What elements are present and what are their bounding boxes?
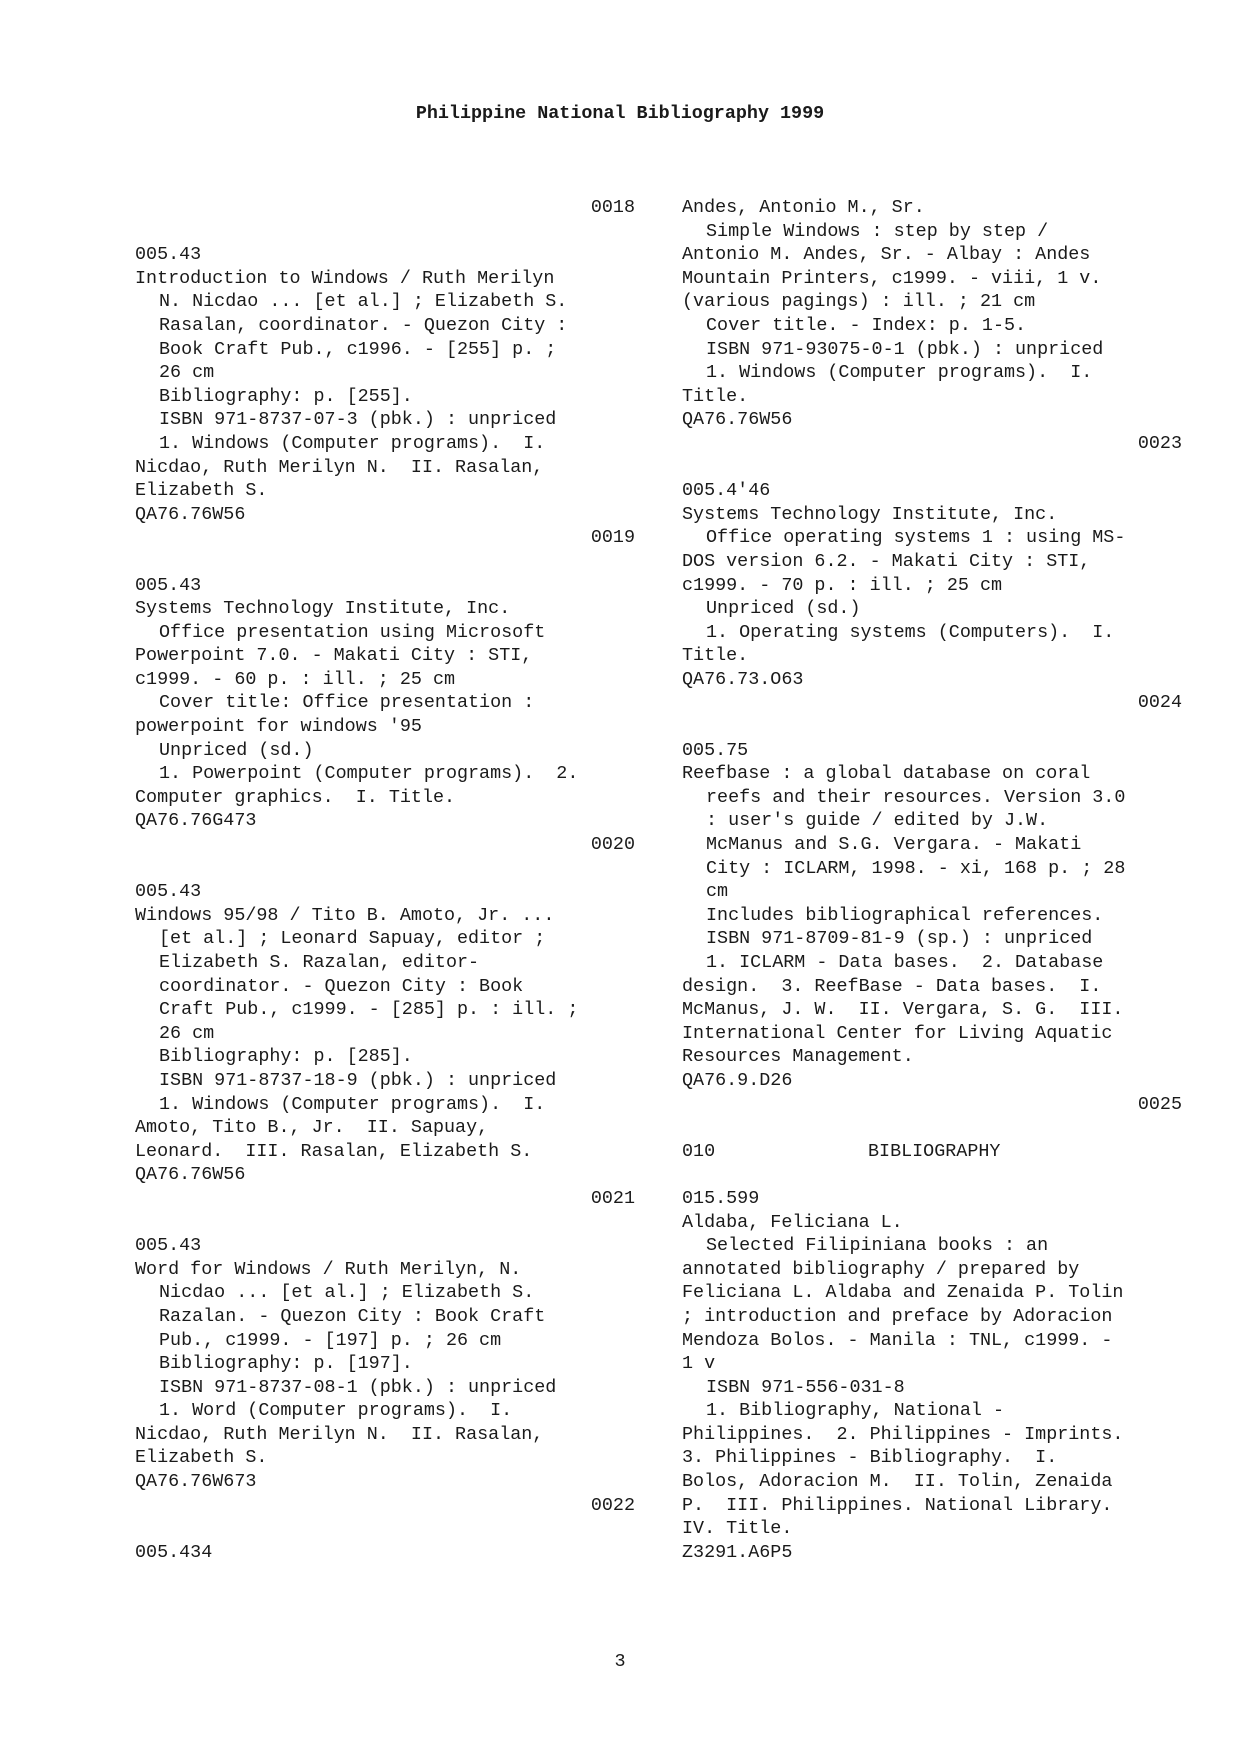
entry-line: 1. Powerpoint (Computer programs). 2. (159, 763, 579, 785)
entry-line: QA76.76W56 (135, 1164, 246, 1186)
entry-line: Elizabeth S. (135, 1447, 268, 1469)
entry-number: 0020 (590, 834, 635, 856)
entry-number: 0025 (1137, 1093, 1182, 1115)
entry-line: Philippines. 2. Philippines - Imprints. (682, 1423, 1124, 1445)
entry-line: IV. Title. (682, 1518, 793, 1540)
spacer (135, 857, 635, 881)
entry-line: QA76.76W56 (682, 409, 793, 431)
entry-line: 005.43 (135, 244, 202, 266)
entry-line: Unpriced (sd.) (159, 739, 314, 761)
entry-line: 1. Operating systems (Computers). I. (706, 621, 1115, 643)
spacer (682, 456, 1182, 480)
entry-line: Amoto, Tito B., Jr. II. Sapuay, (135, 1117, 489, 1139)
entry-line: 26 cm (159, 362, 215, 384)
entry-line: 1. Word (Computer programs). I. (159, 1400, 513, 1422)
entry-line: ISBN 971-8737-07-3 (pbk.) : unpriced (159, 409, 557, 431)
right-column (682, 196, 1182, 1564)
entry-line: ; introduction and preface by Adoracion (682, 1305, 1113, 1327)
entry-line: International Center for Living Aquatic (682, 1022, 1113, 1044)
entry-line: : user's guide / edited by J.W. (706, 810, 1049, 832)
entry-line: 015.599 (682, 1187, 760, 1209)
entry-line: Book Craft Pub., c1996. - [255] p. ; (159, 338, 557, 360)
entry-line: 005.43 (135, 574, 202, 596)
entry-line: 1. Windows (Computer programs). I. (159, 1093, 546, 1115)
section-heading (682, 1140, 1182, 1164)
entry-line: 1 v (682, 1353, 716, 1375)
entry-line: Cover title: Office presentation : (159, 692, 535, 714)
entry-line: 1. Windows (Computer programs). I. (706, 362, 1093, 384)
entry-line: cm (706, 881, 729, 903)
entry-line: DOS version 6.2. - Makati City : STI, (682, 550, 1091, 572)
entry-line: City : ICLARM, 1998. - xi, 168 p. ; 28 (706, 857, 1126, 879)
entry-line: Andes, Antonio M., Sr. (682, 197, 925, 218)
entry-line: 1. Windows (Computer programs). I. (159, 432, 546, 454)
entry-line: 3. Philippines - Bibliography. I. (682, 1447, 1058, 1469)
entry-line: ISBN 971-8737-08-1 (pbk.) : unpriced (159, 1376, 557, 1398)
entry-line: Cover title. - Index: p. 1-5. (706, 314, 1027, 336)
entry-line: reefs and their resources. Version 3.0 (706, 786, 1126, 808)
spacer (682, 1163, 1182, 1187)
entry-line: Nicdao ... [et al.] ; Elizabeth S. (159, 1282, 535, 1304)
entry-line: Antonio M. Andes, Sr. - Albay : Andes (682, 244, 1091, 266)
entry-line: Includes bibliographical references. (706, 904, 1104, 926)
entry-line: Nicdao, Ruth Merilyn N. II. Rasalan, (135, 456, 544, 478)
entry-line: QA76.9.D26 (682, 1069, 793, 1091)
entry-line: 005.434 (135, 1541, 213, 1563)
entry-line: Z3291.A6P5 (682, 1541, 793, 1563)
spacer (682, 715, 1182, 739)
page-number: 3 (614, 1651, 626, 1672)
entry-line: c1999. - 70 p. : ill. ; 25 cm (682, 574, 1003, 596)
entry-line: Office presentation using Microsoft (159, 621, 546, 643)
entry-line: Craft Pub., c1999. - [285] p. : ill. ; (159, 999, 579, 1021)
entry-line: Leonard. III. Rasalan, Elizabeth S. (135, 1140, 533, 1162)
entry-line: QA76.73.O63 (682, 668, 804, 690)
entry-line: 1. Bibliography, National - (706, 1400, 1004, 1422)
entry-line: Title. (682, 385, 749, 407)
section-code: 010 (682, 1140, 716, 1162)
entry-line: ISBN 971-556-031-8 (706, 1376, 905, 1398)
spacer (135, 550, 635, 574)
entry-line: McManus and S.G. Vergara. - Makati (706, 834, 1082, 856)
entry-line: c1999. - 60 p. : ill. ; 25 cm (135, 668, 456, 690)
entry-line: Windows 95/98 / Tito B. Amoto, Jr. ... (135, 904, 555, 926)
page-title: Philippine National Bibliography 1999 (415, 103, 825, 124)
entry-line: annotated bibliography / prepared by (682, 1258, 1080, 1280)
entry-line: Word for Windows / Ruth Merilyn, N. (135, 1258, 522, 1280)
entry-line: 005.43 (135, 881, 202, 903)
entry-line: Unpriced (sd.) (706, 598, 861, 620)
entry-line: Introduction to Windows / Ruth Merilyn (135, 267, 555, 289)
entry-line: 1. ICLARM - Data bases. 2. Database (706, 952, 1104, 973)
entry-number: 0018 (590, 197, 635, 218)
entry-line: 005.43 (135, 1235, 202, 1257)
spacer (135, 1211, 635, 1235)
entry-line: ISBN 971-93075-0-1 (pbk.) : unpriced (706, 338, 1104, 360)
spacer (682, 1116, 1182, 1140)
entry-line: QA76.76W673 (135, 1471, 257, 1493)
entry-number: 0024 (1137, 692, 1182, 714)
entry-line: N. Nicdao ... [et al.] ; Elizabeth S. (159, 291, 568, 313)
entry-line: [et al.] ; Leonard Sapuay, editor ; (159, 928, 546, 950)
entry-line: QA76.76G473 (135, 810, 257, 832)
entry-number: 0021 (590, 1187, 635, 1209)
entry-line: Mendoza Bolos. - Manila : TNL, c1999. - (682, 1329, 1113, 1351)
entry-line: Pub., c1999. - [197] p. ; 26 cm (159, 1329, 502, 1351)
entry-line: Nicdao, Ruth Merilyn N. II. Rasalan, (135, 1423, 544, 1445)
entry-line: ISBN 971-8737-18-9 (pbk.) : unpriced (159, 1069, 557, 1091)
entry-line: Bolos, Adoracion M. II. Tolin, Zenaida (682, 1471, 1113, 1493)
entry-line: ISBN 971-8709-81-9 (sp.) : unpriced (706, 928, 1093, 950)
entry-line: Elizabeth S. Razalan, editor- (159, 952, 480, 973)
entry-number: 0022 (590, 1494, 635, 1516)
entry-line: Systems Technology Institute, Inc. (135, 598, 511, 620)
entry-line: Bibliography: p. [285]. (159, 1046, 413, 1068)
section-label: BIBLIOGRAPHY (868, 1140, 1001, 1162)
entry-line: Office operating systems 1 : using MS- (706, 527, 1126, 549)
entry-line: Mountain Printers, c1999. - viii, 1 v. (682, 267, 1102, 289)
entry-line: 26 cm (159, 1022, 215, 1044)
entry-line: QA76.76W56 (135, 503, 246, 525)
entry-line: Bibliography: p. [197]. (159, 1353, 413, 1375)
entry-line: McManus, J. W. II. Vergara, S. G. III. (682, 999, 1124, 1021)
entry-line: powerpoint for windows '95 (135, 716, 422, 738)
entry-line: 005.4'46 (682, 480, 771, 502)
spacer (135, 220, 635, 244)
entry-line: Simple Windows : step by step / (706, 220, 1049, 242)
entry-line: (various pagings) : ill. ; 21 cm (682, 291, 1036, 313)
entry-line: Rasalan, coordinator. - Quezon City : (159, 314, 568, 336)
spacer (135, 1517, 635, 1541)
entry-line: Systems Technology Institute, Inc. (682, 503, 1058, 525)
entry-line: Feliciana L. Aldaba and Zenaida P. Tolin (682, 1282, 1124, 1304)
left-column (135, 196, 635, 1564)
entry-line: Computer graphics. I. Title. (135, 786, 456, 808)
entry-line: Title. (682, 645, 749, 667)
entry-line: Selected Filipiniana books : an (706, 1235, 1049, 1257)
entry-line: Bibliography: p. [255]. (159, 385, 413, 407)
entry-line: Powerpoint 7.0. - Makati City : STI, (135, 645, 533, 667)
entry-line: Razalan. - Quezon City : Book Craft (159, 1305, 546, 1327)
entry-line: Resources Management. (682, 1046, 914, 1068)
entry-line: Reefbase : a global database on coral (682, 763, 1091, 785)
entry-line: design. 3. ReefBase - Data bases. I. (682, 975, 1102, 997)
entry-line: Aldaba, Feliciana L. (682, 1211, 903, 1233)
entry-line: 005.75 (682, 739, 749, 761)
entry-line: P. III. Philippines. National Library. (682, 1494, 1113, 1516)
entry-line: coordinator. - Quezon City : Book (159, 975, 524, 997)
entry-line: Elizabeth S. (135, 480, 268, 502)
entry-number: 0019 (590, 527, 635, 549)
entry-number: 0023 (1137, 432, 1182, 454)
